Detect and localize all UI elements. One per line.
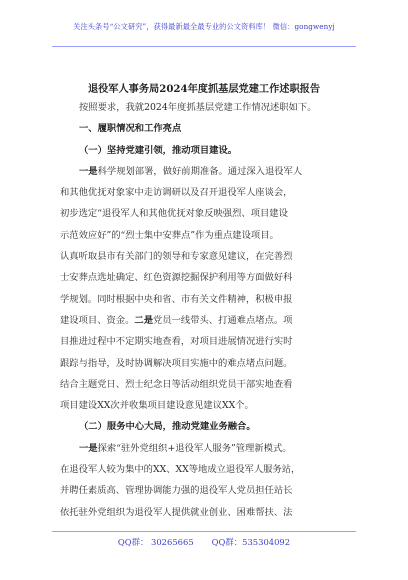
paragraph-text: 探索“驻外党组织+退役军人服务”管理新模式。 [97, 442, 292, 454]
paragraph-lead: 一是 [79, 442, 98, 454]
paragraph-line: 示范效应好”的“烈士集中安葬点”作为重点建设项目。 [60, 229, 279, 241]
paragraph-line: 在退役军人较为集中的XX、XX等地成立退役军人服务站， [60, 464, 301, 476]
paragraph-text: 科学规划部署，做好前期准备。通过深入退役军人 [97, 165, 303, 177]
subsection-heading: （二）服务中心大局，推动党建业务融合。 [79, 421, 256, 433]
paragraph-line [60, 161, 356, 182]
footer-qq-group-2: QQ群：535304092 [211, 537, 291, 547]
paragraph-lead: 二是 [134, 314, 153, 326]
paragraph-line: 项目建设XX次并收集项目建设意见建议XX个。 [60, 400, 254, 412]
paragraph-text: 党员一线带头、打通难点堵点。项 [153, 314, 293, 326]
document-body [60, 97, 356, 523]
paragraph-line [60, 310, 356, 331]
header-divider [52, 46, 356, 47]
paragraph-line: 目推进过程中不定期实地查看，对项目进展情况进行实时 [60, 336, 293, 348]
paragraph-line: 士安葬点选址确定、红色资源挖掘保护利用等方面做好科 [60, 272, 293, 284]
paragraph-line: 结合主题党日、烈士纪念日等活动组织党员干部实地查看 [60, 378, 293, 390]
footer-divider [52, 531, 356, 532]
paragraph-lead: 一是 [79, 165, 98, 177]
intro-paragraph: 按照要求，我就2024年度抓基层党建工作情况述职如下。 [79, 102, 317, 113]
paragraph-line: 认真听取县市有关部门的领导和专家意见建议，在完善烈 [60, 251, 293, 263]
header-banner: 关注头条号“公文研究”，获得最新最全最专业的公文资料库！ 微信：gongwenyj [73, 22, 335, 31]
paragraph-line: 和其他优抚对象家中走访调研以及召开退役军人座谈会， [60, 187, 293, 199]
paragraph-line: 跟踪与指导，及时协调解决项目实施中的难点堵点问题。 [60, 357, 293, 369]
paragraph-line: 初步选定“退役军人和其他优抚对象反映强烈、项目建设 [60, 208, 288, 220]
subsection-heading: （一）坚持党建引领，推动项目建设。 [79, 144, 238, 156]
footer-qq-group-1: QQ群： 30265665 [117, 537, 194, 547]
document-title: 退役军人事务局2024年度抓基层党建工作述职报告 [87, 83, 321, 95]
paragraph-text: 建设项目、资金。 [60, 314, 135, 326]
paragraph-line: 并聘任素质高、管理协调能力强的退役军人党员担任站长 [60, 485, 293, 497]
footer [0, 536, 408, 548]
section-heading: 一、履职情况和工作亮点 [79, 123, 182, 135]
paragraph-line: 学规划。同时根据中央和省、市有关文件精神，积极申报 [60, 293, 293, 305]
paragraph-line [60, 438, 356, 459]
paragraph-line: 依托驻外党组织为退役军人提供就业创业、困难帮扶、法 [60, 506, 293, 518]
